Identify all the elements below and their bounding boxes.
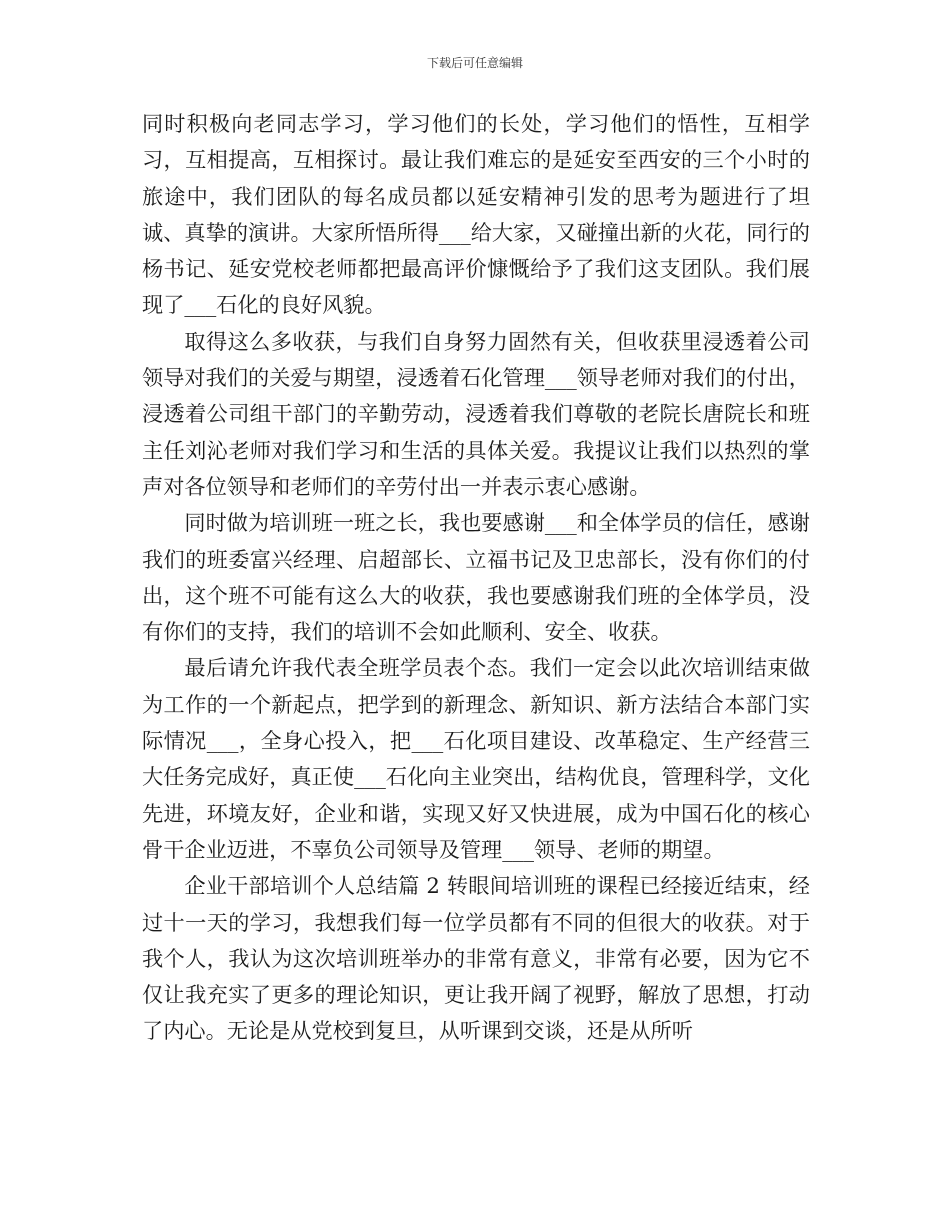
page-header: 下载后可任意编辑 bbox=[426, 56, 523, 70]
paragraph-1: 同时积极向老同志学习，学习他们的长处，学习他们的悟性，互相学习，互相提高，互相探讨。最让我们难忘的是延安至西安的三个小时的旅途中，我们团队的每名成员都以延安精神引发的思考为题进行了坦诚、真挚的演讲。大家所悟所得___给大家，又碰撞出新的火花，同行的杨书记、延安党校老师都把最高评价慷慨给予了我们这支团队。我们展现了___石化的良好风貌。 bbox=[142, 111, 810, 318]
paragraph-3: 同时做为培训班一班之长，我也要感谢___和全体学员的信任，感谢我们的班委富兴经理、启超部长、立福书记及卫忠部长，没有你们的付出，这个班不可能有这么大的收获，我也要感谢我们班的全体学员，没有你们的支持，我们的培训不会如此顺利、安全、收获。 bbox=[142, 510, 810, 645]
paragraph-5: 企业干部培训个人总结篇 2 转眼间培训班的课程已经接近结束，经过十一天的学习，我想我们每一位学员都有不同的但很大的收获。对于我个人，我认为这次培训班举办的非常有意义，非常有必要，因为它不仅让我充实了更多的理论知识，更让我开阔了视野，解放了思想，打动了内心。无论是从党校到复旦，从听课到交谈，还是从所听 bbox=[142, 873, 810, 1044]
paragraph-2: 取得这么多收获，与我们自身努力固然有关，但收获里浸透着公司领导对我们的关爱与期望，浸透着石化管理___领导老师对我们的付出，浸透着公司组干部门的辛勤劳动，浸透着我们尊敬的老院长唐院长和班主任刘沁老师对我们学习和生活的具体关爱。我提议让我们以热烈的掌声对各位领导和老师们的辛劳付出一并表示衷心感谢。 bbox=[142, 328, 810, 499]
document-body bbox=[142, 106, 810, 1050]
paragraph-4: 最后请允许我代表全班学员表个态。我们一定会以此次培训结束做为工作的一个新起点，把学到的新理念、新知识、新方法结合本部门实际情况___，全身心投入，把___石化项目建设、改革稳定、生产经营三大任务完成好，真正使___石化向主业突出，结构优良，管理科学，文化先进，环境友好，企业和谐，实现又好又快进展，成为中国石化的核心骨干企业迈进，不辜负公司领导及管理___领导、老师的期望。 bbox=[142, 655, 810, 862]
